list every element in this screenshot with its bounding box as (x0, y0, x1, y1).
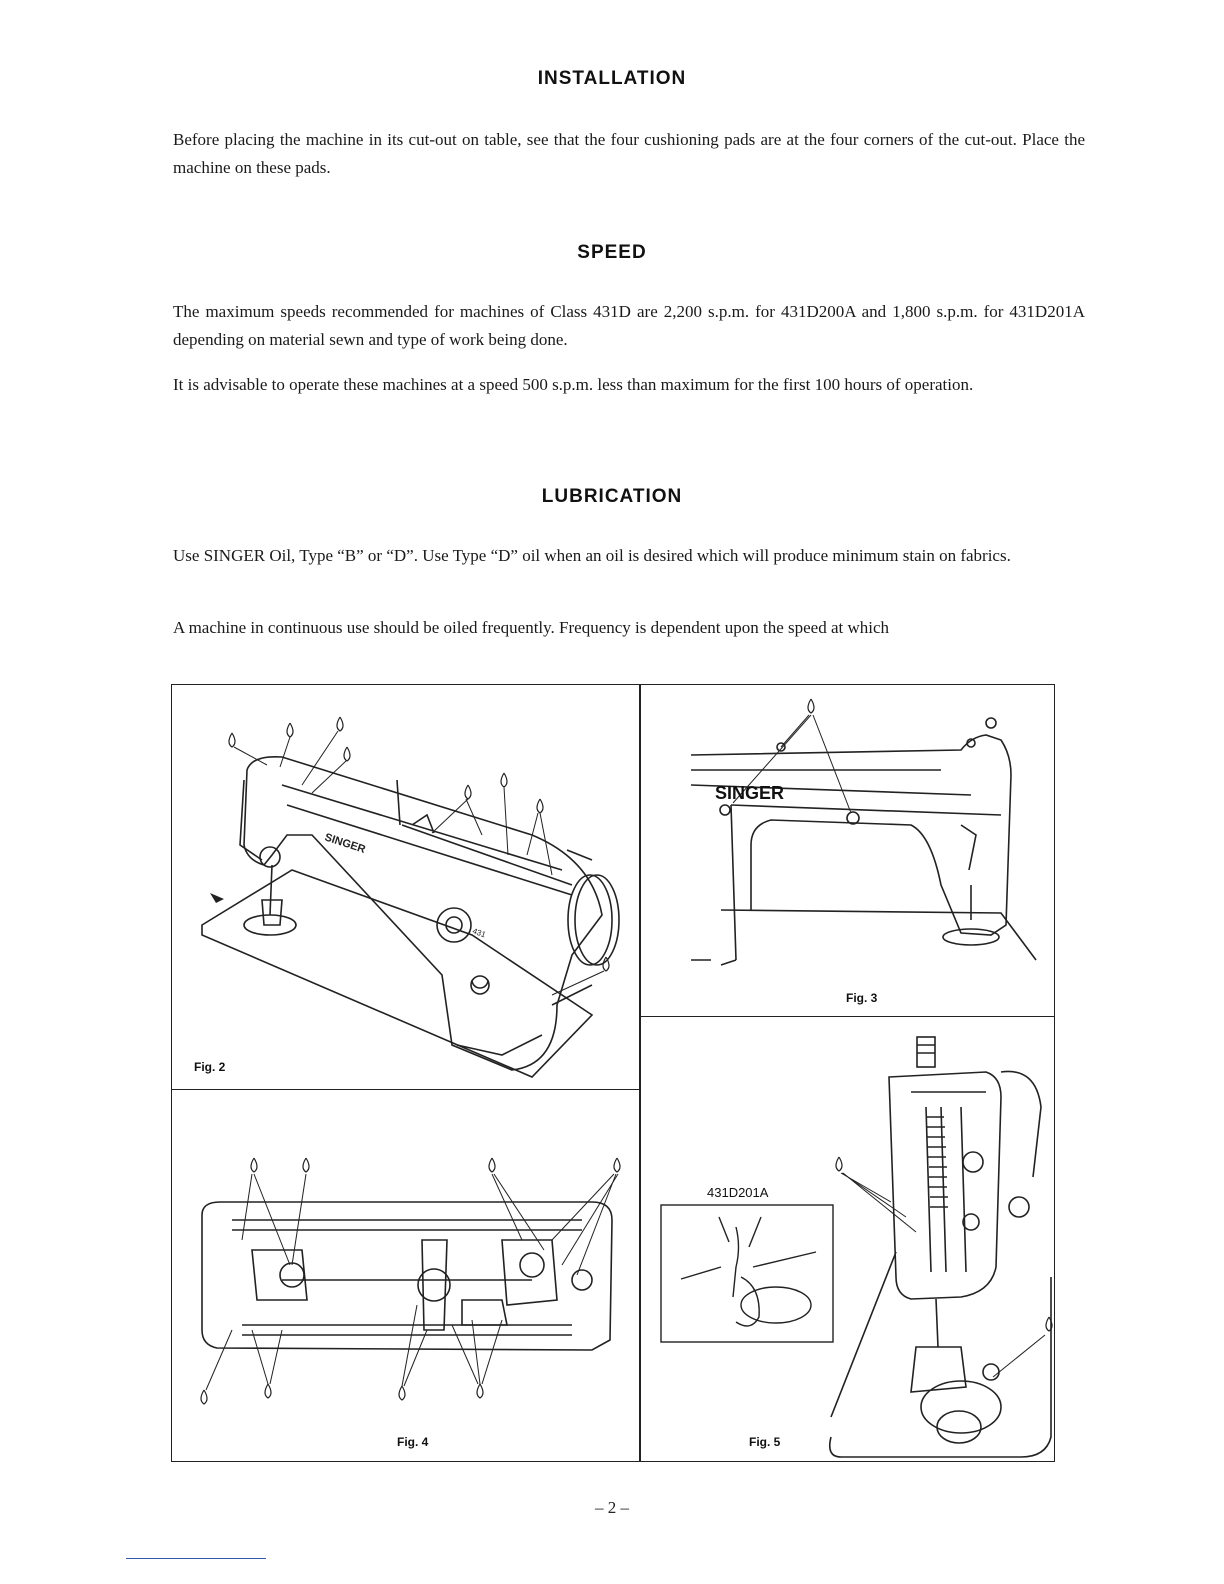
fig3-machine-drawing (641, 685, 1056, 1018)
fig5-inset-box (661, 1205, 833, 1342)
fig2-brand-text: SINGER (323, 831, 367, 856)
lubrication-heading: LUBRICATION (541, 486, 683, 507)
figure-4 (171, 1089, 640, 1462)
installation-paragraph: Before placing the machine in its cut-out on table, see that the four cushioning pads are at the four corners of the cut-out. Place the machine on these pads. (173, 130, 1085, 177)
figure-5 (640, 1016, 1055, 1462)
fig2-machine-drawing (172, 685, 641, 1091)
figure-2 (171, 684, 640, 1090)
fig5-label: Fig. 5 (749, 1435, 781, 1449)
lubrication-paragraph-1: Use SINGER Oil, Type “B” or “D”. Use Type “D” oil when an oil is desired which will produce minimum stain on fabrics. (173, 546, 1011, 565)
speed-paragraph-1: The maximum speeds recommended for machines of Class 431D are 2,200 s.p.m. for 431D200A and 1,800 s.p.m. for 431D201A depending on material sewn and type of work being done. (173, 302, 1085, 349)
footer-rule (126, 1558, 266, 1559)
fig3-label: Fig. 3 (846, 991, 878, 1005)
fig4-underside-drawing (172, 1090, 641, 1463)
fig4-label: Fig. 4 (397, 1435, 429, 1449)
fig3-brand-text: SINGER (715, 783, 785, 803)
fig4-oil-drops (201, 1158, 620, 1404)
lubrication-paragraph-2: A machine in continuous use should be oiled frequently. Frequency is dependent upon the speed at which (173, 618, 890, 637)
fig5-inset-label: 431D201A (707, 1185, 769, 1200)
speed-paragraph-2: It is advisable to operate these machines at a speed 500 s.p.m. less than maximum for the first 100 hours of operation. (173, 375, 974, 394)
fig2-arrow-icon (210, 893, 224, 903)
fig2-label: Fig. 2 (194, 1060, 226, 1074)
figure-3 (640, 684, 1055, 1017)
speed-heading: SPEED (577, 242, 647, 263)
installation-heading: INSTALLATION (537, 68, 687, 89)
fig2-model-mark: 431 (471, 926, 487, 940)
page-number: – 2 – (595, 1498, 629, 1517)
fig3-oil-drop (808, 699, 814, 713)
fig5-head-drawing (641, 1017, 1056, 1463)
